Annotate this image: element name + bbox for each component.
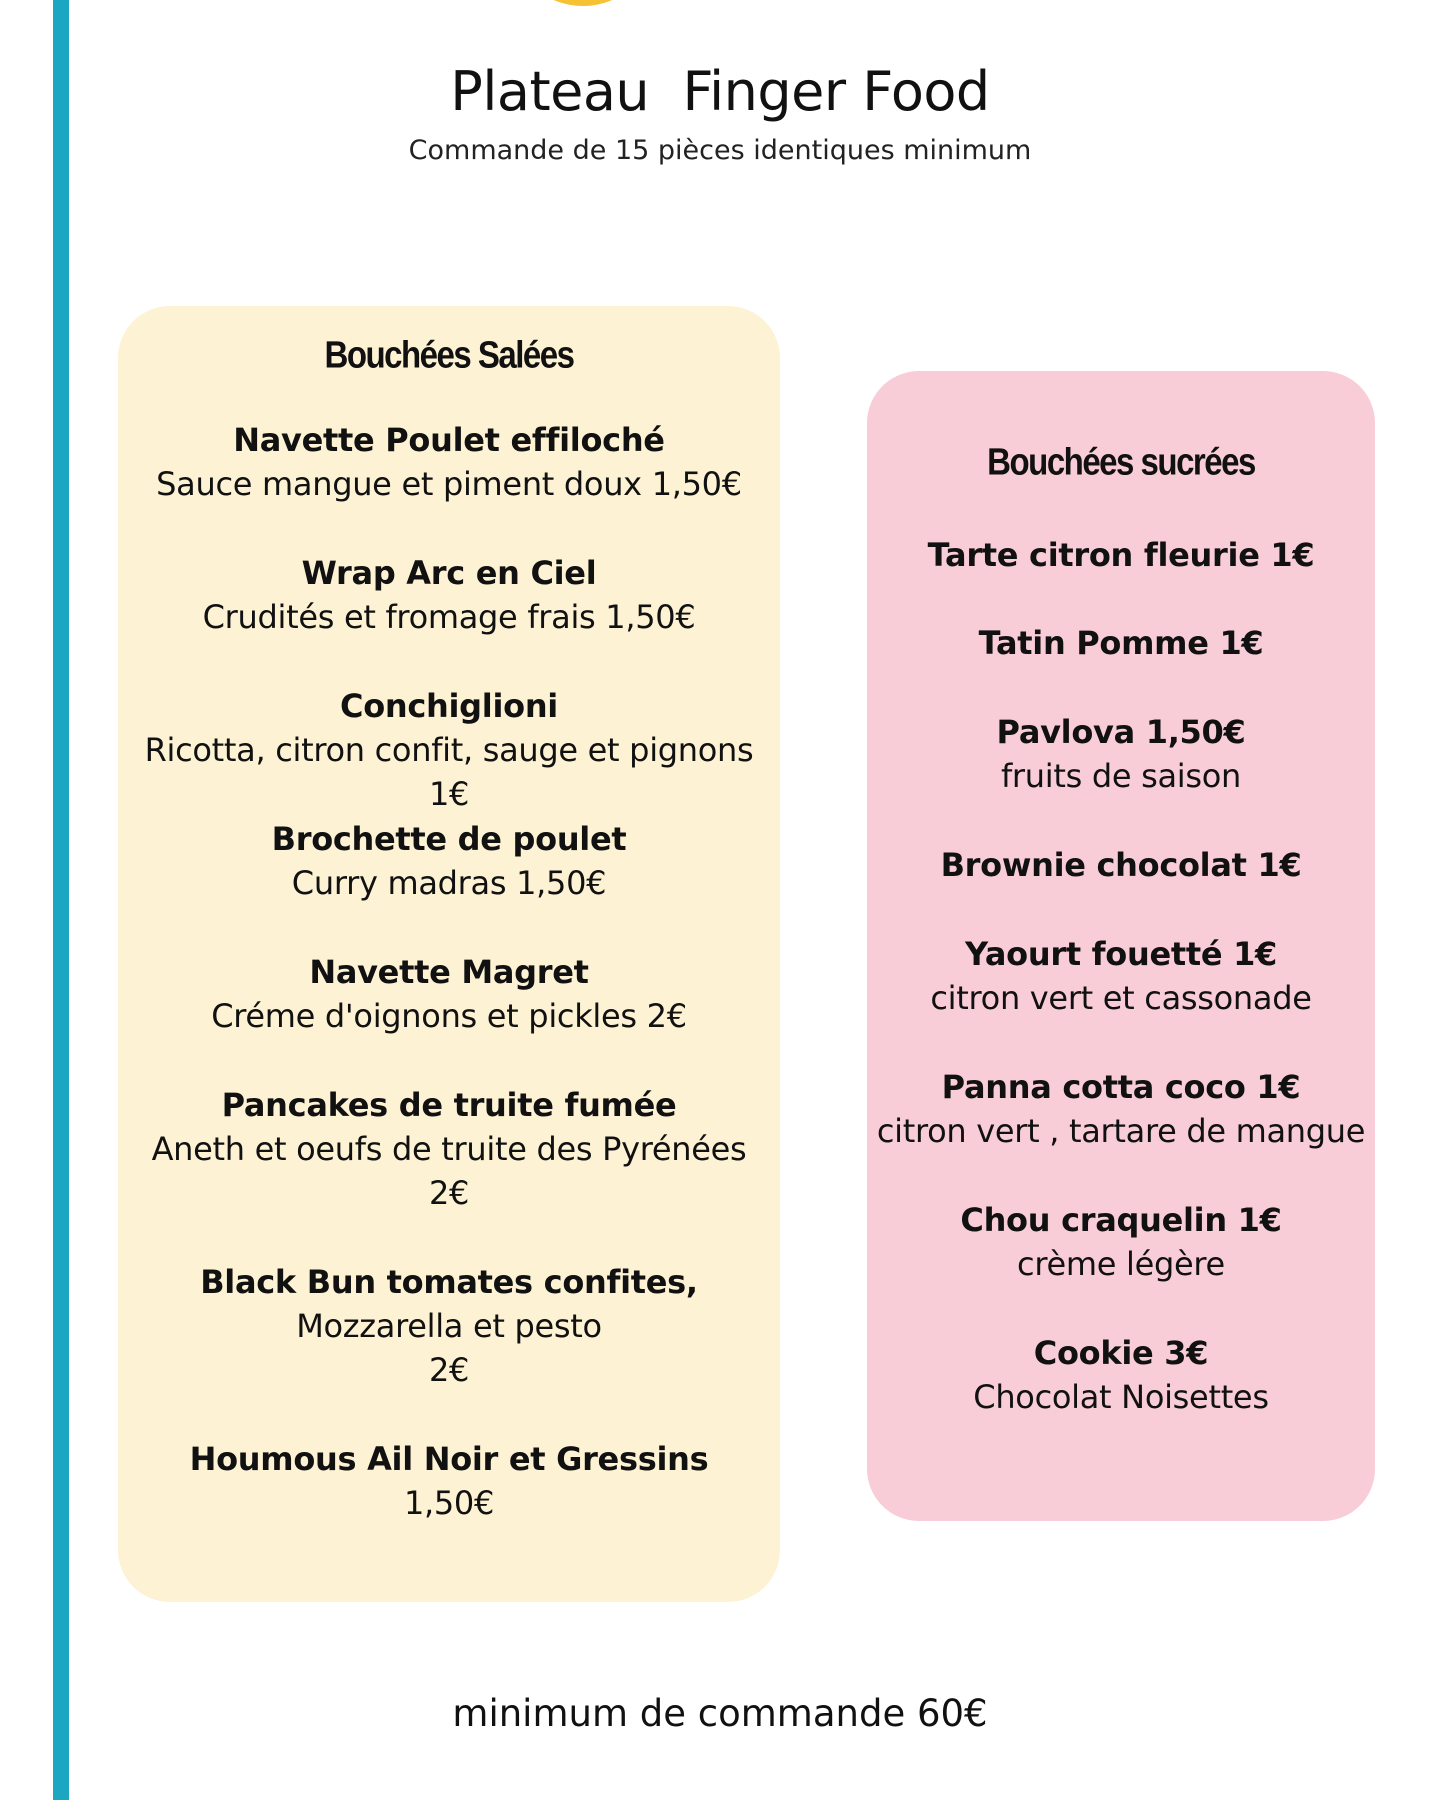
menu-item <box>867 1331 1375 1419</box>
page-title: Plateau Finger Food <box>450 60 990 123</box>
menu-item <box>867 843 1375 887</box>
card-heading-sucrees: Bouchées sucrées <box>987 440 1255 483</box>
menu-item <box>867 1065 1375 1153</box>
menu-item <box>118 1083 780 1215</box>
menu-item <box>867 710 1375 798</box>
menu-item-name: Yaourt fouetté 1€ <box>964 935 1278 973</box>
menu-item-description: Sauce mangue et piment doux 1,50€ <box>156 465 742 503</box>
sun-icon <box>513 0 653 6</box>
menu-item-description: citron vert et cassonade <box>930 979 1312 1017</box>
menu-item <box>118 551 780 639</box>
menu-item-price: 1,50€ <box>403 1484 495 1522</box>
menu-item-name: Conchiglioni <box>340 687 558 725</box>
card-bouchees-sucrees <box>867 371 1375 1521</box>
menu-item <box>867 932 1375 1020</box>
menu-item-name: Wrap Arc en Ciel <box>301 554 597 592</box>
menu-item-name: Black Bun tomates confites, <box>200 1263 698 1301</box>
menu-item-description: crème légère <box>1017 1245 1225 1283</box>
menu-item-description: Ricotta, citron confit, sauge et pignons <box>144 731 754 769</box>
menu-item-description: Chocolat Noisettes <box>973 1378 1269 1416</box>
menu-item <box>118 684 780 816</box>
menu-item-price: 2€ <box>428 1351 470 1389</box>
menu-item <box>867 533 1375 577</box>
menu-item-description: Crudités et fromage frais 1,50€ <box>202 598 696 636</box>
menu-item-description: Aneth et oeufs de truite des Pyrénées <box>151 1130 747 1168</box>
menu-item <box>118 950 780 1038</box>
menu-item <box>118 1260 780 1392</box>
menu-item-name: Houmous Ail Noir et Gressins <box>189 1440 709 1478</box>
menu-item-name: Pancakes de truite fumée <box>221 1086 677 1124</box>
menu-item <box>867 1198 1375 1286</box>
menu-item-description: fruits de saison <box>1000 757 1242 795</box>
menu-item-name: Panna cotta coco 1€ <box>941 1068 1301 1106</box>
menu-item-name: Brownie chocolat 1€ <box>940 846 1302 884</box>
menu-item <box>118 418 780 506</box>
menu-item-name: Tatin Pomme 1€ <box>978 624 1264 662</box>
card-bouchees-salees <box>118 306 780 1602</box>
menu-item-name: Pavlova 1,50€ <box>996 713 1246 751</box>
menu-item-description: Curry madras 1,50€ <box>291 864 607 902</box>
menu-item-price: 2€ <box>428 1174 470 1212</box>
page-subtitle: Commande de 15 pièces identiques minimum <box>408 135 1032 166</box>
accent-side-bar <box>53 0 69 1800</box>
menu-item-name: Cookie 3€ <box>1033 1334 1209 1372</box>
menu-item <box>118 817 780 905</box>
menu-item-description: Créme d'oignons et pickles 2€ <box>211 997 687 1035</box>
menu-item-name: Tarte citron fleurie 1€ <box>927 536 1315 574</box>
menu-item <box>867 621 1375 665</box>
menu-item-price: 1€ <box>428 775 470 813</box>
menu-item-description: citron vert , tartare de mangue <box>876 1112 1366 1150</box>
card-heading-salees: Bouchées Salées <box>324 333 574 376</box>
menu-item <box>118 1437 780 1525</box>
menu-item-name: Navette Magret <box>309 953 589 991</box>
menu-item-name: Brochette de poulet <box>271 820 627 858</box>
menu-item-description: Mozzarella et pesto <box>296 1307 602 1345</box>
menu-item-name: Navette Poulet effiloché <box>233 421 665 459</box>
minimum-order-note: minimum de commande 60€ <box>452 1692 988 1735</box>
menu-item-name: Chou craquelin 1€ <box>960 1201 1282 1239</box>
